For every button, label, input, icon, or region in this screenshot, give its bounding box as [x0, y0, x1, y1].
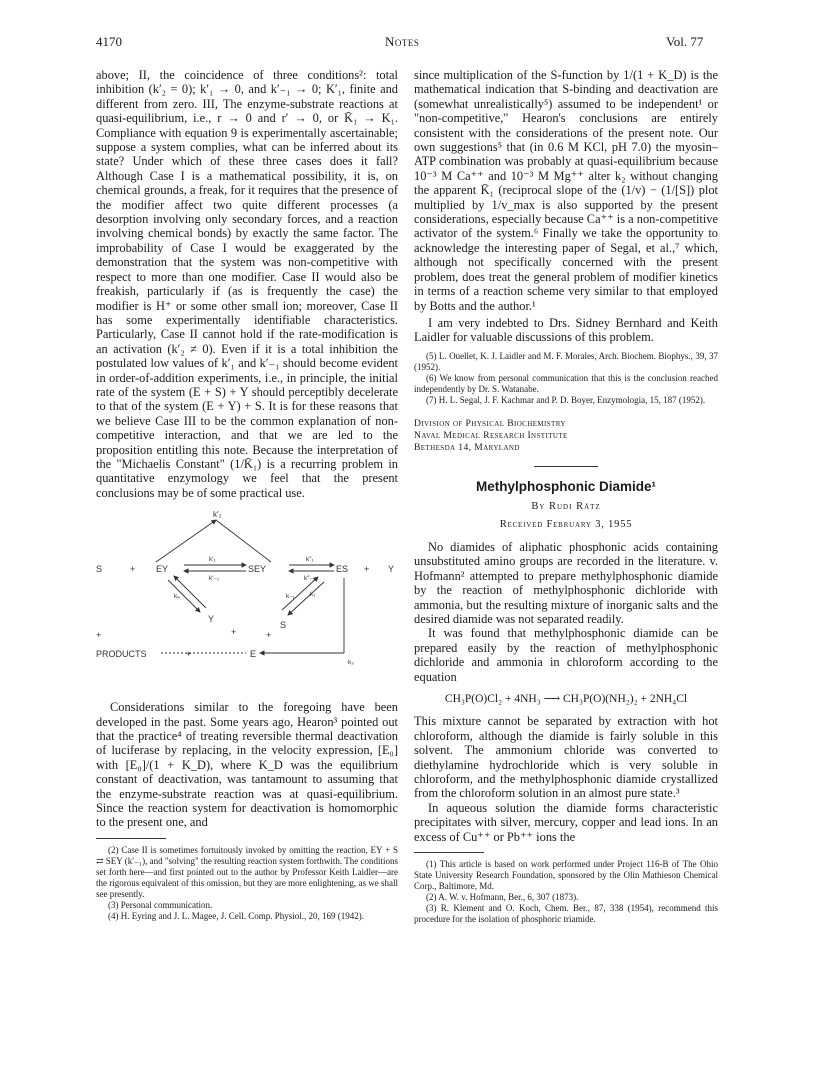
- rate-label: k′₋₁: [209, 575, 220, 583]
- species-node: S: [96, 564, 103, 575]
- running-head: Notes: [385, 34, 420, 49]
- footnote: (6) We know from personal communication that this is the conclusion reached independently by Dr. S. Watanabe.: [414, 372, 718, 394]
- affiliation-line: Naval Medical Research Institute: [414, 429, 568, 441]
- rate-label: k₋₁: [286, 593, 295, 601]
- footnote-rule: [414, 852, 484, 853]
- footnote: (7) H. L. Segal, J. F. Kachmar and P. D. Boyer, Enzymologia, 15, 187 (1952).: [426, 394, 706, 405]
- body-paragraph: above; II, the coincidence of three conditions²: total inhibition (k′₂ = 0); k′₁ → 0, and k′₋₁ → 0; K′₁, finite and different from zero. III, The enzyme-substrate reactions at quasi-equilibrium, i.e., r → 0 and r′ → 0, or K̄₁ → K₁. Compliance with equation 9 is experimentally ascertainable; suppose a system complies, what can be inferred about its state? Under which of these three cases does it fall? Although Case I is a mathematical possibility, it is, on chemical grounds, a freak, for it requires that the presence of the modifier affect two quite different processes (a desorption involving only secondary forces, and a reaction involving chemical bonds) by exactly the same factor. The improbability of Case I would be exaggerated by the demonstration that the system was non-competitive with respect to more than one modifier. Case II would also be freakish, particularly if (as is frequently the case) the modifier is H⁺ or some other small ion; moreover, Case II has some experimentally identifiable characteristics. Particularly, Case II cannot hold if the rate-modification is an activation (k′₂ ≠ 0). Even if it is a total inhibition the postulated low values of k′₁ and k′₋₁ should become evident in order-of-addition experiments, i.e., in principle, the initial rate of the system (E + S) + Y should perceptibly decelerate to that of the system (E + Y) + S. It is for these reasons that we believe Case III to be the common explanation of non-competitive interaction, and that we are led to the proposition entitling this note. Because the interpretation of the "Michaelis Constant" (1/K̄₁) is a recurring problem in quantitative enzymology we feel that the present conclusions may be of some practical use.: [96, 68, 398, 500]
- body-paragraph: It was found that methylphosphonic diamide can be prepared easily by the reaction of methylphosphonic dichloride and ammonia in chloroform according to the equation: [414, 626, 718, 684]
- species-node: Y: [388, 564, 395, 575]
- footnote: (3) Personal communication.: [108, 899, 213, 910]
- article-title: Methylphosphonic Diamide¹: [475, 478, 656, 494]
- rate-label: k₁: [310, 591, 316, 599]
- reaction-scheme-diagram: [96, 510, 398, 690]
- species-node: PRODUCTS: [96, 649, 147, 660]
- operator-symbol: +: [130, 564, 136, 575]
- rate-label: k″₋₁: [304, 575, 316, 583]
- body-paragraph: This mixture cannot be separated by extraction with hot chloroform, although the diamide is fairly soluble in this solvent. The ammonium chloride was converted to diethylamine hydrochloride which is very soluble in chloroform, and the methylphosphonic diamide crystallized from the chloroform solution in an almost pure state.³: [414, 714, 718, 801]
- right-column: [414, 68, 718, 925]
- received-date: Received February 3, 1955: [499, 518, 633, 530]
- species-node: EY: [156, 564, 169, 575]
- species-node: SEY: [248, 564, 267, 575]
- body-paragraph: No diamides of aliphatic phosphonic acids containing unsubstituted amino groups are recorded in the literature. v. Hofmann² attempted to prepare methylphosphonic diamide by the reaction of methylphosphonic dichloride with ammonia, but the resulting mixture of inorganic salts and the desired diamide was not separated readily.: [414, 539, 718, 626]
- species-node: E: [250, 649, 257, 660]
- rate-label: k₂: [348, 659, 354, 667]
- operator-symbol: +: [96, 630, 102, 641]
- footnote: (5) L. Ouellet, K. J. Laidler and M. F. Morales, Arch. Biochem. Biophys., 39, 37 (1952).: [414, 350, 718, 372]
- footnote: (2) A. W. v. Hofmann, Ber., 6, 307 (1873).: [426, 892, 579, 903]
- body-paragraph: In aqueous solution the diamide forms characteristic precipitates with silver, mercury, copper and lead ions. In an excess of Cu⁺⁺ or Pb⁺⁺ ions the: [414, 800, 718, 844]
- footnote-rule: [96, 838, 166, 839]
- affiliation-line: Division of Physical Biochemistry: [414, 417, 566, 429]
- operator-symbol: +: [364, 564, 370, 575]
- section-divider: [534, 466, 598, 467]
- species-node: S: [280, 620, 287, 631]
- operator-symbol: +: [266, 630, 272, 641]
- footnote: (1) This article is based on work performed under Project 116-B of The Ohio State University Research Foundation, sponsored by the Olin Mathieson Chemical Corp., Baltimore, Md.: [414, 859, 718, 892]
- acknowledgment: I am very indebted to Drs. Sidney Bernhard and Keith Laidler for valuable discussions of this problem.: [414, 315, 718, 345]
- affiliation-line: Bethesda 14, Maryland: [414, 441, 520, 453]
- rate-label: kₐ: [174, 593, 180, 601]
- species-node: Y: [208, 614, 215, 625]
- species-node: ES: [336, 564, 349, 575]
- footnote: (3) R. Klement and O. Koch, Chem. Ber., 87, 338 (1954), recommend this procedure for the isolation of phosphoric triamide.: [414, 903, 718, 925]
- author-byline: By Rudi Rätz: [531, 501, 601, 513]
- operator-symbol: +: [186, 649, 192, 660]
- rate-label: k″₁: [306, 556, 314, 564]
- rate-label: k′₂: [213, 510, 222, 520]
- volume-label: Vol. 77: [666, 34, 704, 49]
- page-number: 4170: [96, 34, 122, 49]
- operator-symbol: +: [231, 627, 237, 638]
- footnote: (4) H. Eyring and J. L. Magee, J. Cell. Comp. Physiol., 20, 169 (1942).: [108, 910, 364, 921]
- chemical-equation: CH₃P(O)Cl₂ + 4NH₃ ⟶ CH₃P(O)(NH₂)₂ + 2NH₄Cl: [444, 693, 688, 705]
- rate-label: k′₁: [209, 556, 216, 564]
- affiliation: [414, 418, 718, 454]
- body-paragraph: Considerations similar to the foregoing have been developed in the past. Some years ago, Hearon³ pointed out that the practice⁴ of treating reversible thermal deactivation of luciferase by replacing, in the velocity expression, [E₀] with [E₀]/(1 + K_D), where K_D was the equilibrium constant of deactivation, was tantamount to assuming that the enzyme-substrate reaction was at quasi-equilibrium. Since the reaction system for deactivation is homomorphic to the present one, and: [96, 700, 398, 830]
- left-column: [96, 68, 398, 922]
- footnote: (2) Case II is sometimes fortuitously invoked by omitting the reaction, EY + S ⇄ SEY (k′₋₁), and "solving" the resulting reaction system forthwith. The conditions set forth here—and first pointed out to the author by Professor Keith Laidler—are the rigorous equivalent of this omission, but they are more enlightening, as we shall see presently.: [96, 844, 398, 899]
- body-paragraph: since multiplication of the S-function by 1/(1 + K_D) is the mathematical indication that S-binding and deactivation are (somewhat unrealistically⁵) assumed to be independent¹ or "non-competitive," Hearon's conclusions are entirely consistent with the considerations of the present note. Our own suggestions⁵ that (in 0.6 M KCl, pH 7.0) the myosin–ATP combination was probably at quasi-equilibrium because 10⁻³ M Ca⁺⁺ and 10⁻³ M Mg⁺⁺ alter k₂ without changing the apparent K̄₁ (reciprocal slope of the (1/v) − (1/[S]) plot multiplied by 1/v_max is also supported by the present considerations, especially because Ca⁺⁺ is a non-competitive activator of the system.⁶ Finally we take the opportunity to acknowledge the interesting paper of Segal, et al.,⁷ which, although not specifically concerned with the present problem, does treat the general problem of modifier kinetics in terms of a reaction scheme very similar to that employed by Botts and the author.¹: [414, 68, 718, 313]
